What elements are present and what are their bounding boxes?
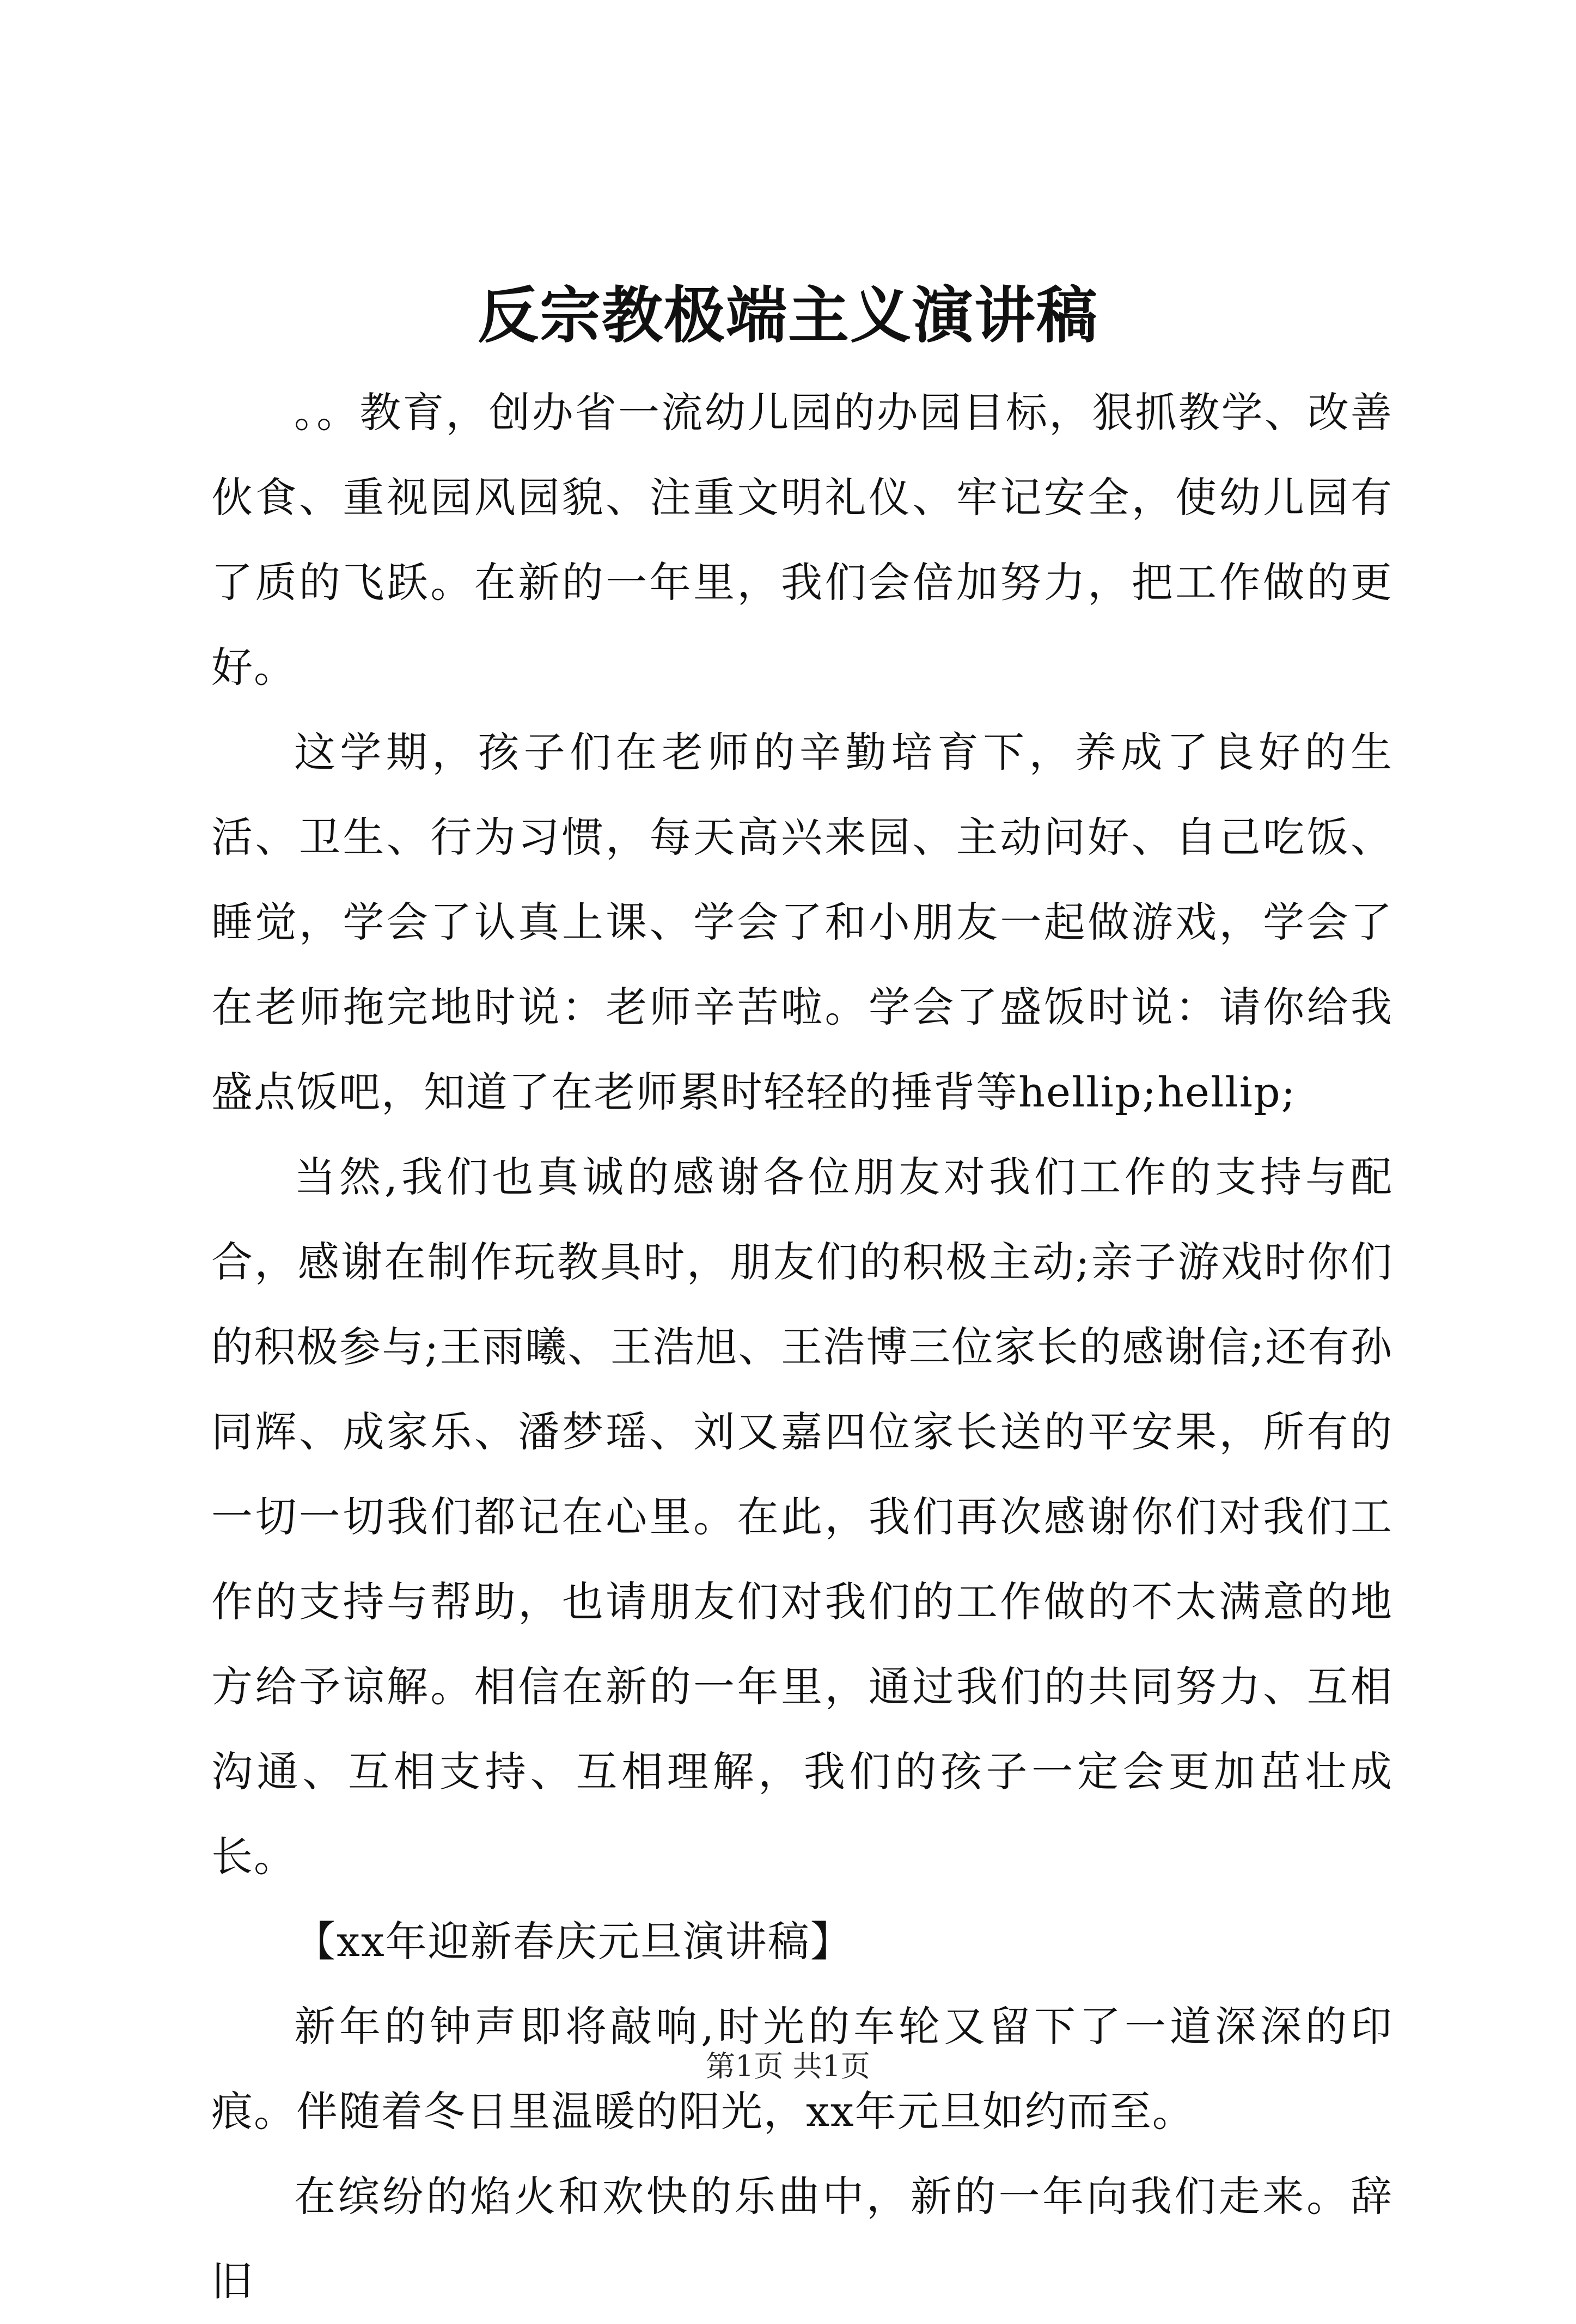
section-heading: 【xx年迎新春庆元旦演讲稿】 (294, 1917, 853, 1966)
paragraph: 当然,我们也真诚的感谢各位朋友对我们工作的支持与配合，感谢在制作玩教具时，朋友们的积极主动;亲子游戏时你们的积极参与;王雨曦、王浩旭、王浩博三位家长的感谢信;还有孙同辉、成家乐、潘梦瑶、刘又嘉四位家长送的平安果，所有的一切一切我们都记在心里。在此，我们再次感谢你们对我们工作的支持与帮助，也请朋友们对我们的工作做的不太满意的地方给予谅解。相信在新的一年里，通过我们的共同努力、互相沟通、互相支持、互相理解，我们的孩子一定会更加茁壮成长。 (211, 1153, 1393, 1881)
paragraph: 新年的钟声即将敲响,时光的车轮又留下了一道深深的印痕。伴随着冬日里温暖的阳光，xx年元旦如约而至。 (211, 2002, 1393, 2136)
page-footer: 第1页 共1页 (706, 2049, 870, 2083)
paragraph: 。。教育，创办省一流幼儿园的办园目标，狠抓教学、改善伙食、重视园风园貌、注重文明礼仪、牢记安全，使幼儿园有了质的飞跃。在新的一年里，我们会倍加努力，把工作做的更好。 (211, 388, 1393, 692)
document-body (211, 370, 1393, 2324)
paragraph: 这学期，孩子们在老师的辛勤培育下，养成了良好的生活、卫生、行为习惯，每天高兴来园、主动问好、自己吃饭、睡觉，学会了认真上课、学会了和小朋友一起做游戏，学会了在老师拖完地时说：老师辛苦啦。学会了盛饭时说：请你给我盛点饭吧，知道了在老师累时轻轻的捶背等hellip;hellip; (211, 728, 1393, 1116)
paragraph: 在缤纷的焰火和欢快的乐曲中，新的一年向我们走来。辞旧 (211, 2172, 1393, 2305)
document-title: 反宗教极端主义演讲稿 (478, 280, 1098, 351)
